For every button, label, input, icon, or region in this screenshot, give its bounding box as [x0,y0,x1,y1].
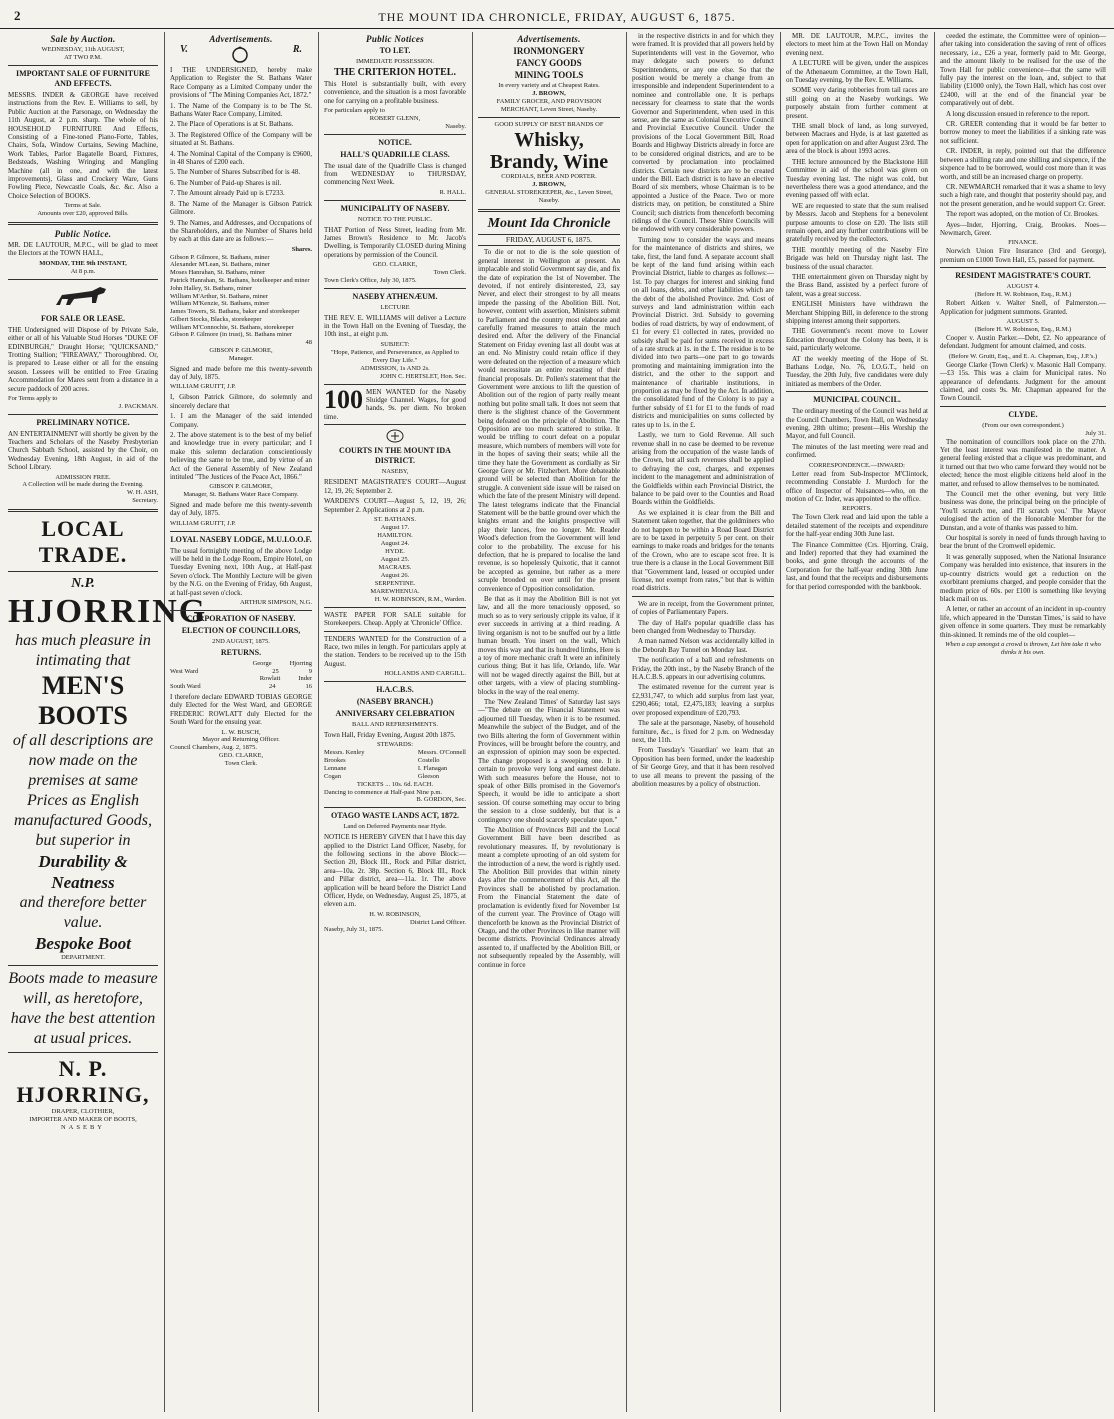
steward-name: Cogan [324,772,341,780]
steward-name: I. Flanagan [417,764,448,772]
divider [8,509,158,512]
candidate-name: George [252,659,272,667]
steward-name: Messrs. O'Connell [417,749,466,757]
gilmore-signature: GIBSON P. GILMORE, [209,483,273,491]
local-item: The notification of a ball and refreshments on Friday, the 20th inst., by the Naseby Branch of the H.A.C.B.S. appears in our advertising columns. [632,656,774,682]
candidates-west [170,660,312,668]
shares-label: Shares. [291,245,312,253]
admission: ADMISSION FREE. [55,473,111,481]
shareholder-row: Gibson P. Gilmore (in trust), St. Bathans miner [170,331,293,339]
secretary-name: W. H. ASH, [126,489,158,497]
otago-signature: H. W. ROBINSON, [369,910,421,918]
brown-title-2: GENERAL STOREKEEPER, &c., Leven Street, Naseby. [485,189,613,204]
busch-title: Mayor and Returning Officer. [202,736,280,744]
glenn-name: ROBERT GLENN, [369,115,421,123]
municipal-paragraph: CR. INDER, in reply, pointed out that the difference between a shilling rate and one shilling and sixpence, if the sixpence had to be borrowed, would cost more than it was worth, and still be an increased charge on property. [940,147,1106,181]
ads-heading: Advertisements. [517,34,581,44]
subject-text: "Hope, Patience, and Perseverance, as Applied to Every Day Life." [330,348,460,364]
local-item: WE are requested to state that the sum realised by Messrs. Jacob and Stephens for a benevolent purpose amounts to close on £20. The lists still remain open, and any further contributions will be gratefully received by the collectors. [786,201,928,244]
otago-body: NOTICE IS HEREBY GIVEN that I have this day applied to the District Land Officer, Naseby, for the following sections in the above Block:— Section 20, Block III., Rock and Pillar district, area—10a. 2r. 38p. Section 6, Block III., Rock and Pillar district, area—11a. 1r. The above application will be heard before the District Land Officer, Hyde, on Wednesday, August 25, 1875, at eleven a.m. [324,833,466,909]
item-4: 4. The Nominal Capital of the Company is £9600, in 48 Shares of £200 each. [170,149,312,167]
shareholder-row: John Halley, St. Bathans, miner [170,284,253,292]
naseby-dates: RESIDENT MAGISTRATE'S COURT—August 12, 19, 26; September 2. [324,478,466,495]
divider [940,406,1106,407]
vote-count: 25 [272,667,279,675]
rm-before: (Before H. W. Robinson, Esq., R.M.) [974,291,1072,299]
divider [324,134,466,135]
men-wanted-ad [324,384,466,422]
municipal-paragraph: Letter read from Sub-Inspector M'Clintock, recommending Constable J. Murdoch for the office of Inspector of Nuisances—who, on the motion of Cr. Inder, was appointed to the office. [786,469,928,503]
lautour-notice: MR. DE LAUTOUR, M.P.C., will be glad to meet the Electors at the TOWN HALL, [8,240,158,258]
gruitt-2: WILLIAM GRUITT, J.P. [170,519,236,527]
clyde-heading: CLYDE. [1008,409,1038,419]
article-paragraph: in the respective districts in and for which they were framed. It is provided that all powers held by Superintendents will vest in the Governor, who may delegate such powers to defunct Superintendents, or any one else. So that the position would be merely a change from an irresponsible and independent Superintendent to a nominee and controllable one. It is perhaps necessary for clearness to state that the words Governor and Superintendent, when used in this sense, are the same as Colonial Executive Council and Provincial Executive Council. Under the provisions of the Local Government Bill, Road Boards and Highway Districts already in force are to be considered original districts, and are to be converted by proclamation into proclaimed districts. Certain new districts are to be created under the Bill. Each district is to have an elective Board of six members, whose Chairman is to be appointed a Justice of the Peace. Two or more districts may, on petition, be constituted a Shire Council; such districts from thenceforth becoming ridings of the Council. These Shire Councils will be endowed with very considerable powers. [632,32,774,234]
lodge-signature: ARTHUR SIMPSON, N.G. [239,598,312,606]
municipal-paragraph: The ordinary meeting of the Council was held at the Council Chambers, Town Hall, on Wednesday evening, 28th ultimo; present—His Worship the Mayor, and full Council. [786,407,928,441]
glenn-place: Naseby. [445,122,466,130]
candidates-south [170,675,312,683]
declare-text: I, Gibson Patrick Gilmore, do solemnly and sincerely declare that [170,393,312,410]
shareholder-list [170,254,312,340]
steward-name: Costello [417,757,440,765]
leader-paragraph: The 'New Zealand Times' of Saturday last says—"The debate on the Financial Statement was adjourned till Tuesday, when it is to be resumed. Meanwhile the subject of the Budget, and of the two Bills altering the form of Government within Provinces, will be brought before the country, and an expression of opinion may soon be expected. The change proposed is a sweeping one. It is certain to provoke very long and earnest debate. With such measures before the House, not to speak of other Bills promised in the Governor's Speech, it would be idle to anticipate a short session. Of course something may occur to bring the session to a close suddenly, but that is a contingency one should scarcely speculate upon." [478,697,620,824]
brown-title: FAMILY GROCER, AND PROVISION MERCHANT, Leven Street, Naseby. [496,98,602,113]
divider [632,596,774,597]
reports-heading: REPORTS. [842,505,872,513]
r-letter: R. [292,44,302,55]
shareholder-row: Patrick Hanrahan, St. Bathans, hotelkeeper and miner [170,276,310,284]
shareholder-row: William M'Arthur, St. Bathans, miner [170,292,268,300]
manager-name: GIBSON P. GILMORE, [209,347,273,355]
vote-count: 16 [305,683,312,691]
shareholder-row: Gilbert Stocks, Blacks, storekeeper [170,315,262,323]
tickets: TICKETS ... 10s. 6d. EACH. [356,780,434,788]
pleasure-text: has much pleasure in intimating that [15,631,151,669]
column-5 [632,32,774,1412]
furniture-heading: IMPORTANT SALE OF FURNITURE AND EFFECTS. [15,69,151,88]
for-sale-name: J. PACKMAN. [118,402,158,410]
divider [8,279,158,280]
column-rule [626,32,627,1412]
divider [324,681,466,682]
marewhenua: MAREWHENUA. [370,587,420,595]
wardens-dates: WARDEN'S COURT—August 5, 12, 19, 26; September 2. Applications at 2 p.m. [324,497,466,514]
municipal-paragraph: The report was adopted, on the motion of Cr. Brookes. [946,210,1099,219]
brown-name: J. BROWN, [532,90,566,97]
shareholder-row: James Towers, St. Bathans, baker and storekeeper [170,308,300,316]
macraes: MACRAES. [378,563,412,571]
signed-1: Signed and made before me this twenty-seventh day of July, 1875. [170,364,312,382]
for-sale-terms: For Terms apply to [8,394,58,402]
department-text: DEPARTMENT. [61,953,105,961]
leader-paragraph: To die or not to die is the sole question of general interest in Wellington at present. An implacable and stolid Government say die, and fix the date of expiration the 1st of November. The devoted, if not entirely disinterested, 23, say Never, and elect their strongest to by all means impede the passing of the Abolition Bill. Not, however, content with assertion, Ministers submit to Parliament and the country most elaborate and carefully framed measures to attain the much desired end. After the delivery of the Financial Statement on Friday evening last all doubt was at an end. No Ministry could retain office if they were defeated on the rejection of a measure which would necessitate an entire recasting of their financial proposals. Dr. Pollen's statement that the Government were anxious to lift the question of Abolition out of the region of party really meant nothing but polite small talk. It does not seem that there is the slightest chance of the Government being defeated on the principle of Abolition. The Opposition are too much scattered to strike. It would be trifling to court defeat on a popular measure, which numbers of members will vote for in the hopes of saving their seats; while all the time they hate the Government as cordially as Sir George Grey or Mr. Fitzherbert. More debateable ground will be selected than Abolition for the struggle. A convenient side issue will be raised on which the fate of the present Ministry will depend. The latest telegrams indicate that the Financial Statement will be the battle ground over which the knights errant and the knights prospective will play their lances, free no longer. Mr. Reader Wood's defection from the Government will lend color to the probability. The excuse for his defection, that he is prepared to localise the land revenue, is so hopelessly Quixotic, that it cannot be accepted as genuine, but rather as a mere scruple brooded on over until for the present convenience of Opposition consolidation. [478,248,620,593]
item-1: 1. The Name of the Company is to be The St. Bathans Water Race Company, Limited. [170,101,312,119]
amounts: Amounts over £20, approved Bills. [37,210,129,218]
divider [170,610,312,611]
cordials: CORDIALS, BEER AND PORTER. [501,173,597,180]
declare-2: 2. The above statement is to the best of my belief and knowledge true in every particular; and I make this solemn declaration conscientiously believing the same to be true, and by virtue of an Act of the General Assembly of New Zealand intituled "The Justices of the Peace Act, 1866." [170,430,312,481]
divider [324,200,466,201]
men-wanted-number: 100 [324,384,363,414]
local-item: THE entertainment given on Thursday night by the Brass Band, assisted by a perfect furore of talent, was a great success. [786,272,928,298]
clyde-date: July 31. [1085,429,1106,437]
divider [324,631,466,632]
furniture-body: MESSRS. INDER & GEORGE have received instructions from the Rev. E. Williams to sell, by Public Auction at the Parsonage, on Wednesday the 11th August, at 2 p.m. sharp. The whole of his HOUSEHOLD FURNITURE And Effects, Consisting of a Fine-toned Piano-Forte, Tables, Chairs, Sofa, Window Curtains, Sewing Machine, Work Tables, Parlor Bagatelle Board, Fixtures, Bedsteads, Washing Wringing and Mangling Machine (all in one, and with the latest improvements), Glass and Crockery Ware, Guns Fowling Piece, Newcastle Coals, &c. &c. Also a Choice Selection of BOOKS. [8,91,158,200]
chronicle-nameplate: Mount Ida Chronicle [487,216,611,231]
waste-paper-ad: WASTE PAPER FOR SALE suitable for Storekeepers. Cheap. Apply at 'Chronicle' Office. [324,610,466,628]
candidate-name: Inder [298,675,312,683]
divider [8,414,158,415]
clyde-couplet: When a cap amongst a crowd is thrown, Let him take it who thinks it his own. [945,640,1101,656]
divider [170,531,312,532]
signed-2: Signed and made before me this twenty-seventh day of July, 1875. [170,500,312,518]
robinson-signature: H. W. ROBINSON, R.M., Warden. [374,595,466,603]
column-rule [164,32,165,1412]
column-6 [786,32,928,1412]
manager-title: Manager. [228,354,254,362]
sale-heading: Sale by Auction. [50,34,116,44]
hyde-date: August 25. [380,555,410,563]
shareholder-row: Moses Hanrahan, St. Bathans, miner [170,269,266,277]
municipal-paragraph: A long discussion ensued in reference to the report. [946,109,1090,118]
municipal-heading: MUNICIPAL COUNCIL. [813,395,901,405]
clyde-paragraph: The Council met the other evening, but very little business was done, the principal being on the principle of 'You'll scratch me, and I'll scratch you.' The Mayor eulogised the action of the Honorable Member for the Dunstan, and a vote of thanks was passed to him. [940,490,1106,532]
clyde-paragraph: Our hospital is sorely in need of funds through having to bear the brunt of the Cromwell epidemic. [940,534,1106,551]
hertslet-signature: JOHN C. HERTSLET, Hon. Sec. [379,372,466,380]
mining-tools: MINING TOOLS [514,70,584,80]
shareholder-row: Gibson P. Gilmore, St. Bathans, miner [170,253,270,261]
fancy-goods: FANCY GOODS [516,58,582,68]
divider [940,267,1106,268]
shares-total: 48 [305,339,312,347]
town-clerk-office: Town Clerk's Office, July 30, 1875. [324,276,417,284]
to-let: TO LET. [379,46,411,55]
local-item: THE monthly meeting of the Naseby Fire Brigade was held on Thursday night last. The business of the usual character. [786,245,928,271]
st-bathans-date: August 17. [380,523,410,531]
importer-text: IMPORTER AND MAKER OF BOOTS, [29,1115,137,1123]
collection: A Collection will be made during the Evening. [22,481,144,489]
steward-name: Brookes [324,757,346,765]
steward-name: Gleeson [417,772,440,780]
otago-place: Naseby, July 31, 1875. [324,926,384,934]
municipality-heading: MUNICIPALITY OF NASEBY. [340,203,450,213]
tenders-signature: HOLLANDS AND CARGILL. [384,670,466,678]
naseby-branch: (NASEBY BRANCH.) [356,696,434,706]
divider [478,117,620,118]
hjorring: HJORRING [8,592,208,630]
column-rule [472,32,473,1412]
hacbs-heading: H.A.C.B.S. [376,684,414,694]
municipal-paragraph: Ayes—Inder, Hjorring, Craig, Brookes. Noes—Newmarch, Greer. [940,220,1106,237]
athenaeum-heading: NASEBY ATHENÆUM. [352,291,438,301]
item-3: 3. The Registered Office of the Company will be situated at St. Bathans. [170,130,312,148]
serpentine: SERPENTINE. [374,579,416,587]
hyde: HYDE. [385,547,405,555]
clyde-sub: (From our own correspondent.) [982,421,1064,429]
municipal-paragraph: The Finance Committee (Crs. Hjorring, Craig, and Inder) reported that they had examined the books, and gone through the accounts of the Corporation for the half-year ending 30th June last, and found that the receipts and disbursements for that period corresponded with the bankbook. [786,540,928,591]
council-chambers: Council Chambers, Aug. 2, 1875. [170,744,258,752]
np-hjorring: N. P. HJORRING, [16,1055,150,1107]
item-2: 2. The Place of Operations is at St. Bathans. [170,120,294,129]
np: N.P. [71,575,95,591]
returns-heading: RETURNS. [220,647,262,657]
dancing: Dancing to commence at Half-past Nine p.m. [324,788,443,796]
local-item: THE lecture announced by the Blackstone Hill Committee in aid of the school was given on Tuesday evening last. The night was cold, but nevertheless there was a good attendance, and the evening passed off with eclat. [786,157,928,200]
local-item: THE small block of land, as long surveyed, between Macraes and Hyde, is at last gazetted as open for application on and after August 23rd. The area of the block is about 1993 acres. [786,122,928,156]
made-to-measure-text: Boots made to measure will, as heretofore, have the best attention at usual prices. [8,969,158,1047]
halls-heading: HALL'S QUADRILLE CLASS. [340,149,450,159]
steward-name: Messrs. Kenley [324,749,365,757]
local-trade: LOCAL TRADE. [38,515,128,567]
men-wanted-text: MEN WANTED for the Naseby Sluidge Channel. Wages, for good hands, 9s. per diem. No broken time. [324,387,466,421]
criterion-heading: THE CRITERION HOTEL. [334,67,456,78]
municipal-paragraph: ceeded the estimate, the Committee were of opinion—after taking into consideration the saving of rent of offices necessary, i.e., £26 a year, formerly paid to Mr. George, and the amount likely to be realised for the use of the Town Hall for public convenience—that the same will fully pay the interest on the loan, and, subject to that liability (£1000 only), the Town Hall, which has cost over £2400, will at the end of the financial year be comparatively out of debt. [940,32,1106,108]
halls-signature: R. HALL. [439,188,466,196]
otago-sub: Land on Deferred Payments near Hyde. [343,823,447,831]
divider [324,807,466,808]
prelim-body: AN ENTERTAINMENT will shortly be given by the Teachers and Scholars of the Naseby Presbyterian Church Sabbath School, assisted by the Choir, on Wednesday Evening, 18th August, in aid of the School Library. [8,429,158,472]
divider [478,209,620,212]
divider [8,965,158,966]
municipal-paragraph: The minutes of the last meeting were read and confirmed. [786,442,928,460]
bespoke-text: Bespoke Boot [35,933,131,953]
municipal-paragraph: The Town Clerk read and laid upon the table a detailed statement of the receipts and expenditure for the half-year ending 30th June last. [786,513,928,539]
royal-arms [170,46,312,64]
ball-heading: BALL AND REFRESHMENTS. [352,720,438,728]
divider [8,222,158,225]
durability-text: Durability & Neatness [38,851,128,892]
gordon-signature: B. GORDON, Sec. [416,796,466,804]
whisky-banner: Whisky, Brandy, Wine [489,129,609,173]
public-notices-heading: Public Notices [366,34,424,44]
article-paragraph: Turning now to consider the ways and means for the maintenance of districts and shires, we take, first, the land fund. A separate account shall be kept of the land fund arising within each Provincial District, liable to charges as follows:—1st. To pay charges for interest and sinking fund on all loans, debts, and other liabilities which are the debt of the abolished Province. 2nd. Cost of surveys and land administration within each Provincial District. 3rd. Subsidy to governing bodies of road districts, by way of endowment, of £1 for every £1 collected in rates, provided no subsidy shall be paid for sums received in excess of a rate struck at 1s. in the £. The residue is to be divided into two parts—one part to go towards promoting and maintaining immigration into the district, and the other to the support and maintenance of charitable institutions, in proportion as may be fixed by the Act. In addition, the consolidated fund of the Colony is to pay a further subsidy of £1 for £1 to the funds of road districts and municipalities on sums collected by rates up to 1s. in the £. [632,235,774,429]
rm-before: (Before W. Gruitt, Esq., and E. A. Chapman, Esq., J.P.'s.) [948,352,1098,360]
candidate-name: Hjorring [289,659,312,667]
criterion-body: This Hotel is substantially built, with every convenience, and the situation is a most favorable one for carrying on a profitable business. [324,80,466,105]
shareholder-row: Alexander M'Lean, St. Bathans, miner [170,261,270,269]
corporation-heading: CORPORATION OF NASEBY. [186,613,296,623]
clyde-paragraph: It was generally supposed, when the National Insurance Company was heralded into existence, that insurers in the up-country districts would get a reduction on the exorbitant premiums charged, and people consider that the medium price of 60s. per £100 is something like levying black mail on us. [940,552,1106,603]
leader-paragraph: The Abolition of Provinces Bill and the Local Government Bill have been described as revolutionary measures. If, by revolutionary is meant a complete uprooting of an old system for the introduction of a new, the word is rightly used. The Abolition Bill provides that within ninety days after the commencement of this Act, all the Provinces shall be abolished by proclamation. From the Financial Statement the date of proclamation is evidently fixed for November 1st of the current year. The Province of Otago will thenceforth be known as the Provincial District of Otago, and the other Provinces in like manner will become districts. Provincial Ordinances already assented to, if unaffected by the Abolition Bill, or not subsequently repealed by the Assembly, will continue in force [478,826,620,969]
brown-name-2: J. BROWN, [532,181,566,188]
notice-public: NOTICE TO THE PUBLIC. [357,215,433,223]
halls-body: The usual date of the Quadrille Class is changed from WEDNESDAY to THURSDAY, commencing Next Week. [324,161,466,187]
municipal-paragraph: CR. GREER contending that it would be far better to borrow money to meet the liabilities if a sinking rate was not sufficient. [940,120,1106,145]
masthead [0,6,1114,29]
column-rule [780,32,781,1412]
article-paragraph: As we explained it is clear from the Bill and Statement taken together, that the goldminers who do not happen to be within a Road Board District are to be taxed in perpetuity 5 per cent. on their earnings to make roads and bridges for the tenants of the Crown, who are to escape scot free. It is true there is a clause in the Local Government Bill that "Government land, leased or occupied under license, not exempt from rates," but that is within road districts. [632,508,774,593]
naseby-text: NASEBY [60,1123,105,1131]
item-5: 5. The Number of Shares Subscribed for is 48. [170,168,301,177]
for-sale-heading: FOR SALE OR LEASE. [40,313,126,323]
busch-name: L. W. BUSCH, [221,728,261,736]
sale-time: AT TWO P.M. [64,54,102,61]
item-7: 7. The Amount already Paid up is £7233. [170,189,285,198]
vote-count: 9 [308,667,312,675]
declare-1: 1. I am the Manager of the said intended Company. [170,412,312,429]
local-item: A man named Nelson was accidentally killed in the Deborah Bay Tunnel on Monday last. [632,637,774,654]
election-heading: ELECTION OF COUNCILLORS, [181,625,301,635]
gruitt-1: WILLIAM GRUITT, J.P. [170,383,236,391]
column-rule [318,32,319,1412]
notice-heading: NOTICE. [378,137,412,147]
hamilton-date: August 24. [380,539,410,547]
south-ward-row [170,683,312,691]
local-item: A LECTURE will be given, under the auspices of the Athenaeum Committee, at the Town Hall, on Tuesday evening, by the Rev. E. Williams. [786,59,928,85]
page-title: THE MOUNT IDA CHRONICLE, FRIDAY, AUGUST 6, 1875. [378,10,736,24]
divider [8,571,158,572]
royal-crest-icon [225,46,255,64]
secretary-title: Secretary. [132,496,158,504]
ness-signature: GEO. CLARKE, [372,261,418,269]
stewards-heading: STEWARDS: [376,741,414,749]
rm-date: AUGUST 4. [1006,283,1040,291]
mens-boots: MEN'S BOOTS [38,670,128,730]
west-ward-row [170,668,312,676]
municipal-paragraph: CR. NEWMARCH remarked that it was a shame to levy such a high rate, and thought that posterity should pay, and not the present generation, and he would support Cr. Greer. [940,182,1106,208]
v-letter: V. [180,44,188,55]
rm-case: George Clarke (Town Clerk) v. Masonic Hall Company.—£3 15s. This was a claim for Municipal rates. No appearance of defendants. Judgment for the amount claimed, and costs 9s. Mr. Chapman appeared for the Town Council. [940,360,1106,403]
column-rule [934,32,935,1412]
town-hall-date: Town Hall, Friday Evening, August 20th 1875. [324,730,456,739]
local-item: From Tuesday's 'Guardian' we learn that an Opposition has been formed, under the leadership of Sir George Grey, and that it has been resolved to use all means to prevent the passing of the abolition measures by a policy of obstruction. [632,746,774,788]
finance-heading: FINANCE. [1008,239,1038,247]
anniversary-heading: ANNIVERSARY CELEBRATION [335,708,455,718]
lautour-date: MONDAY, THE 9th INSTANT, [39,259,127,267]
undersigned-body: I THE UNDERSIGNED, hereby make Application to Register the St. Bathans Water Race Company as a Limited Company under the provisions of "The Mining Companies Act, 1872." [170,66,312,100]
rm-case: Cooper v. Austin Parker.—Debt, £2. No appearance of defendant. Judgment for amount claimed, and costs. [940,333,1106,351]
rm-date: AUGUST 5. [1006,317,1040,325]
lecture-heading: LECTURE [380,303,410,311]
terms: Terms at Sale. [64,202,102,210]
candidate-name: Rowlatt [259,675,281,683]
local-item: The estimated revenue for the current year is £2,931,747, to which add surplus from last year, £290,466; total, £2,475,183; leaving a surplus over proposed expenditure of £20,793. [632,683,774,717]
local-item: The sale at the parsonage, Naseby, of household furniture, &c., is fixed for 2 p.m. on Wednesday next, the 11th. [632,719,774,744]
crest-icon [380,428,410,444]
st-bathans: ST. BATHANS. [374,515,416,523]
local-item: THE Government's recent move to Lower Education throughout the Colony has been, it is said, particularly welcome. [786,327,928,353]
prelim-heading: PRELIMINARY NOTICE. [36,417,130,427]
lodge-heading: LOYAL NASEBY LODGE, M.U.I.O.O.F. [170,534,312,544]
clarke-name: GEO. CLARKE, [218,751,264,759]
rm-before: (Before H. W. Robinson, Esq., R.M.) [974,325,1072,333]
ads-heading: Advertisements. [209,34,273,44]
column-4 [478,32,620,1412]
correspondence-heading: CORRESPONDENCE.—INWARD: [809,461,905,469]
public-notice-heading: Public Notice. [54,228,112,239]
macraes-date: August 26. [380,571,410,579]
divider [786,391,928,392]
shareholder-row: William M'Connochie, St. Bathans, storekeeper [170,323,294,331]
local-item: The day of Hall's popular quadrille class has been changed from Wednesday to Thursday. [632,618,774,636]
shareholder-row: William M'Kenzie, St. Bathans, miner [170,300,270,308]
stewards-list [324,749,466,780]
subject-label: SUBJECT: [380,340,410,348]
draper-text: DRAPER, CLOTHIER, [51,1107,115,1115]
otago-signature-title: District Land Officer. [409,918,466,926]
mining-sub: In every variety and at Cheapest Rates. [498,82,600,89]
ness-signature-title: Town Clerk. [433,269,466,277]
local-item: AT the weekly meeting of the Hope of St. Bathans Lodge, No. 76, I.O.G.T., held on Tuesday, the 20th July, five candidates were duly initiated as members of the Order. [786,354,928,388]
column-2 [170,32,312,1412]
local-item: We are in receipt, from the Government printer, of copies of Parliamentary Papers. [632,599,774,617]
rm-court-heading: RESIDENT MAGISTRATE'S COURT. [955,271,1091,281]
immediate-possession: IMMEDIATE POSSESSION. [355,58,434,65]
otago-heading: OTAGO WASTE LANDS ACT, 1872. [330,811,460,821]
divider [8,65,158,66]
divider [8,1052,158,1053]
steward-name: Lennane [324,764,347,772]
tenders-ad: TENDERS WANTED for the Construction of a Race, two miles in length. For particulars apply at the station. Tenders to be received up to the 15th August. [324,634,466,668]
lautour-time: At 8 p.m. [70,267,96,275]
column-3 [324,32,466,1412]
vote-count: 24 [269,683,276,691]
horse-icon [48,283,118,311]
local-item: ENGLISH Ministers have withdrawn the Merchant Shipping Bill, in deference to the strong shipping interest among their supporters. [786,300,928,325]
column-7 [940,32,1106,1412]
divider [324,288,466,289]
ironmongery: IRONMONGERY [513,46,585,56]
divider [324,424,466,425]
chronicle-date: FRIDAY, AUGUST 6, 1875. [478,234,620,246]
courts-heading: COURTS IN THE MOUNT IDA DISTRICT. [339,446,451,466]
item-6: 6. The Number of Paid-up Shares is nil. [170,178,282,187]
rm-case: Robert Aitken v. Walter Snell, of Palmerston.—Application for judgment summons. Granted. [940,299,1106,316]
admission: ADMISSION, 1s AND 2s. [360,364,430,372]
clyde-paragraph: A letter, or rather an account of an incident in up-country life, which appeared in the 'Dunstan Times,' is said to have given offence in some quarters. They must be remarkably thin-skinned. It reminds me of the old couplet— [940,605,1106,639]
finance-body: Norwich Union Fire Insurance (3rd and George), premium on £1000 Town Hall, £5, passed for payment. [940,247,1106,264]
declare-west: I therefore declare EDWARD TOBIAS GEORGE duly Elected for the West Ward, and GEORGE FREDERIC ROWLATT duly Elected for the South Ward for the ensuing year. [170,692,312,727]
item-8: 8. The Name of the Manager is Gibson Patrick Gilmore. [170,199,312,217]
local-item: MR. DE LAUTOUR, M.P.C., invites the electors to meet him at the Town Hall on Monday evening next. [786,32,928,57]
lodge-body: The usual fortnightly meeting of the above Lodge will be held in the Lodge Room, Empire Hotel, on Tuesday Evening next, 10th Aug., at Half-past Seven o'clock. The Monthly Lecture will be given by the N.G. on the Evening of Friday, 6th August, at half-past seven o'clock. [170,546,312,597]
clyde-paragraph: The nomination of councillors took place on the 27th. Yet the least interest was manifested in the matter. A general feeling existed that a clique was predominant, and it turned out that two who came forward they would not be elected; hence the most eligible citizens held aloof in the matter, and refused to allow themselves to be nominated. [940,437,1106,488]
article-paragraph: Lastly, we turn to Gold Revenue. All such revenue shall in no case be deemed to be revenue arising from the occupation of the waste lands of the Crown, but all such revenues shall be applied to defraying the cost, charges, and expenses incident to the management and administration of the Goldfields within each Provincial District, the balance to be paid over to the Counties and Road Boards within the Goldfields. [632,431,774,507]
gilmore-signature-title: Manager, St. Bathans Water Race Company. [183,491,299,499]
ward-name: South Ward [170,683,201,691]
item-9: 9. The Names, and Addresses, and Occupations of the Shareholders, and the Number of Shares held by each at this date are as follows:— [170,218,312,244]
hamilton: HAMILTON. [377,531,413,539]
naseby-court: NASEBY, [381,468,409,476]
lecture-body: THE REV. E. WILLIAMS will deliver a Lecture in the Town Hall on the Evening of Tuesday, the 10th inst., at eight p.m. [324,313,466,339]
election-date: 2ND AUGUST, 1875. [212,637,270,645]
good-supply: GOOD SUPPLY OF BEST BRANDS OF [494,121,604,128]
ward-name: West Ward [170,667,199,675]
better-value-text: and therefore better value. [19,893,147,931]
clarke-title: Town Clerk. [224,759,258,767]
descriptions-text: of all descriptions are now made on the premises at same Prices as English manufactured Goods, but superior in [12,731,154,849]
ness-body: THAT Portion of Ness Street, leading from Mr. James Brown's Residence to Mr. Jacob's Dwelling, is Temporarily CLOSED during Mining operations by permission of the Council. [324,225,466,259]
leader-paragraph: Be that as it may the Abolition Bill is not yet law, and all the more tenaciously opposed, so much so as to very seriously cripple its value, if it ever succeeds in arriving at a third reading. A living organism is not to be snuffed out by a little human breath. You insert on the wall, Which moves this way and that its hundred limbs, Here is a toy of more mechanic craft It were an infinitely curious thing; But it has life, Orlando, life. War will not be waged directly against the Bill, but at other targets, with a view of placing stumbling-blocks in the way of the real enemy. [478,595,620,696]
particulars: For particulars apply to [324,107,385,115]
sale-date: WEDNESDAY, 11th AUGUST, [41,46,125,53]
for-sale-body: THE Undersigned will Dispose of by Private Sale, either or all of his Valuable Stud Horses "DUKE OF EDINBURGH," Draught Horse; "QUICKSAND," Trotting Stallion; "FIREAWAY," Thoroughbred. Or, is prepared to Lease either or all for the ensuing season. Lessees will be entitled to Free Grazing Accommodation for Mares sent from a distance in a secure paddock of 200 acres. [8,325,158,393]
page-number: 2 [14,8,21,23]
local-item: SOME very daring robberies from tail races are still going on at the Naseby workings. We purposely abstain from further comment at present. [786,86,928,120]
divider [324,607,466,608]
